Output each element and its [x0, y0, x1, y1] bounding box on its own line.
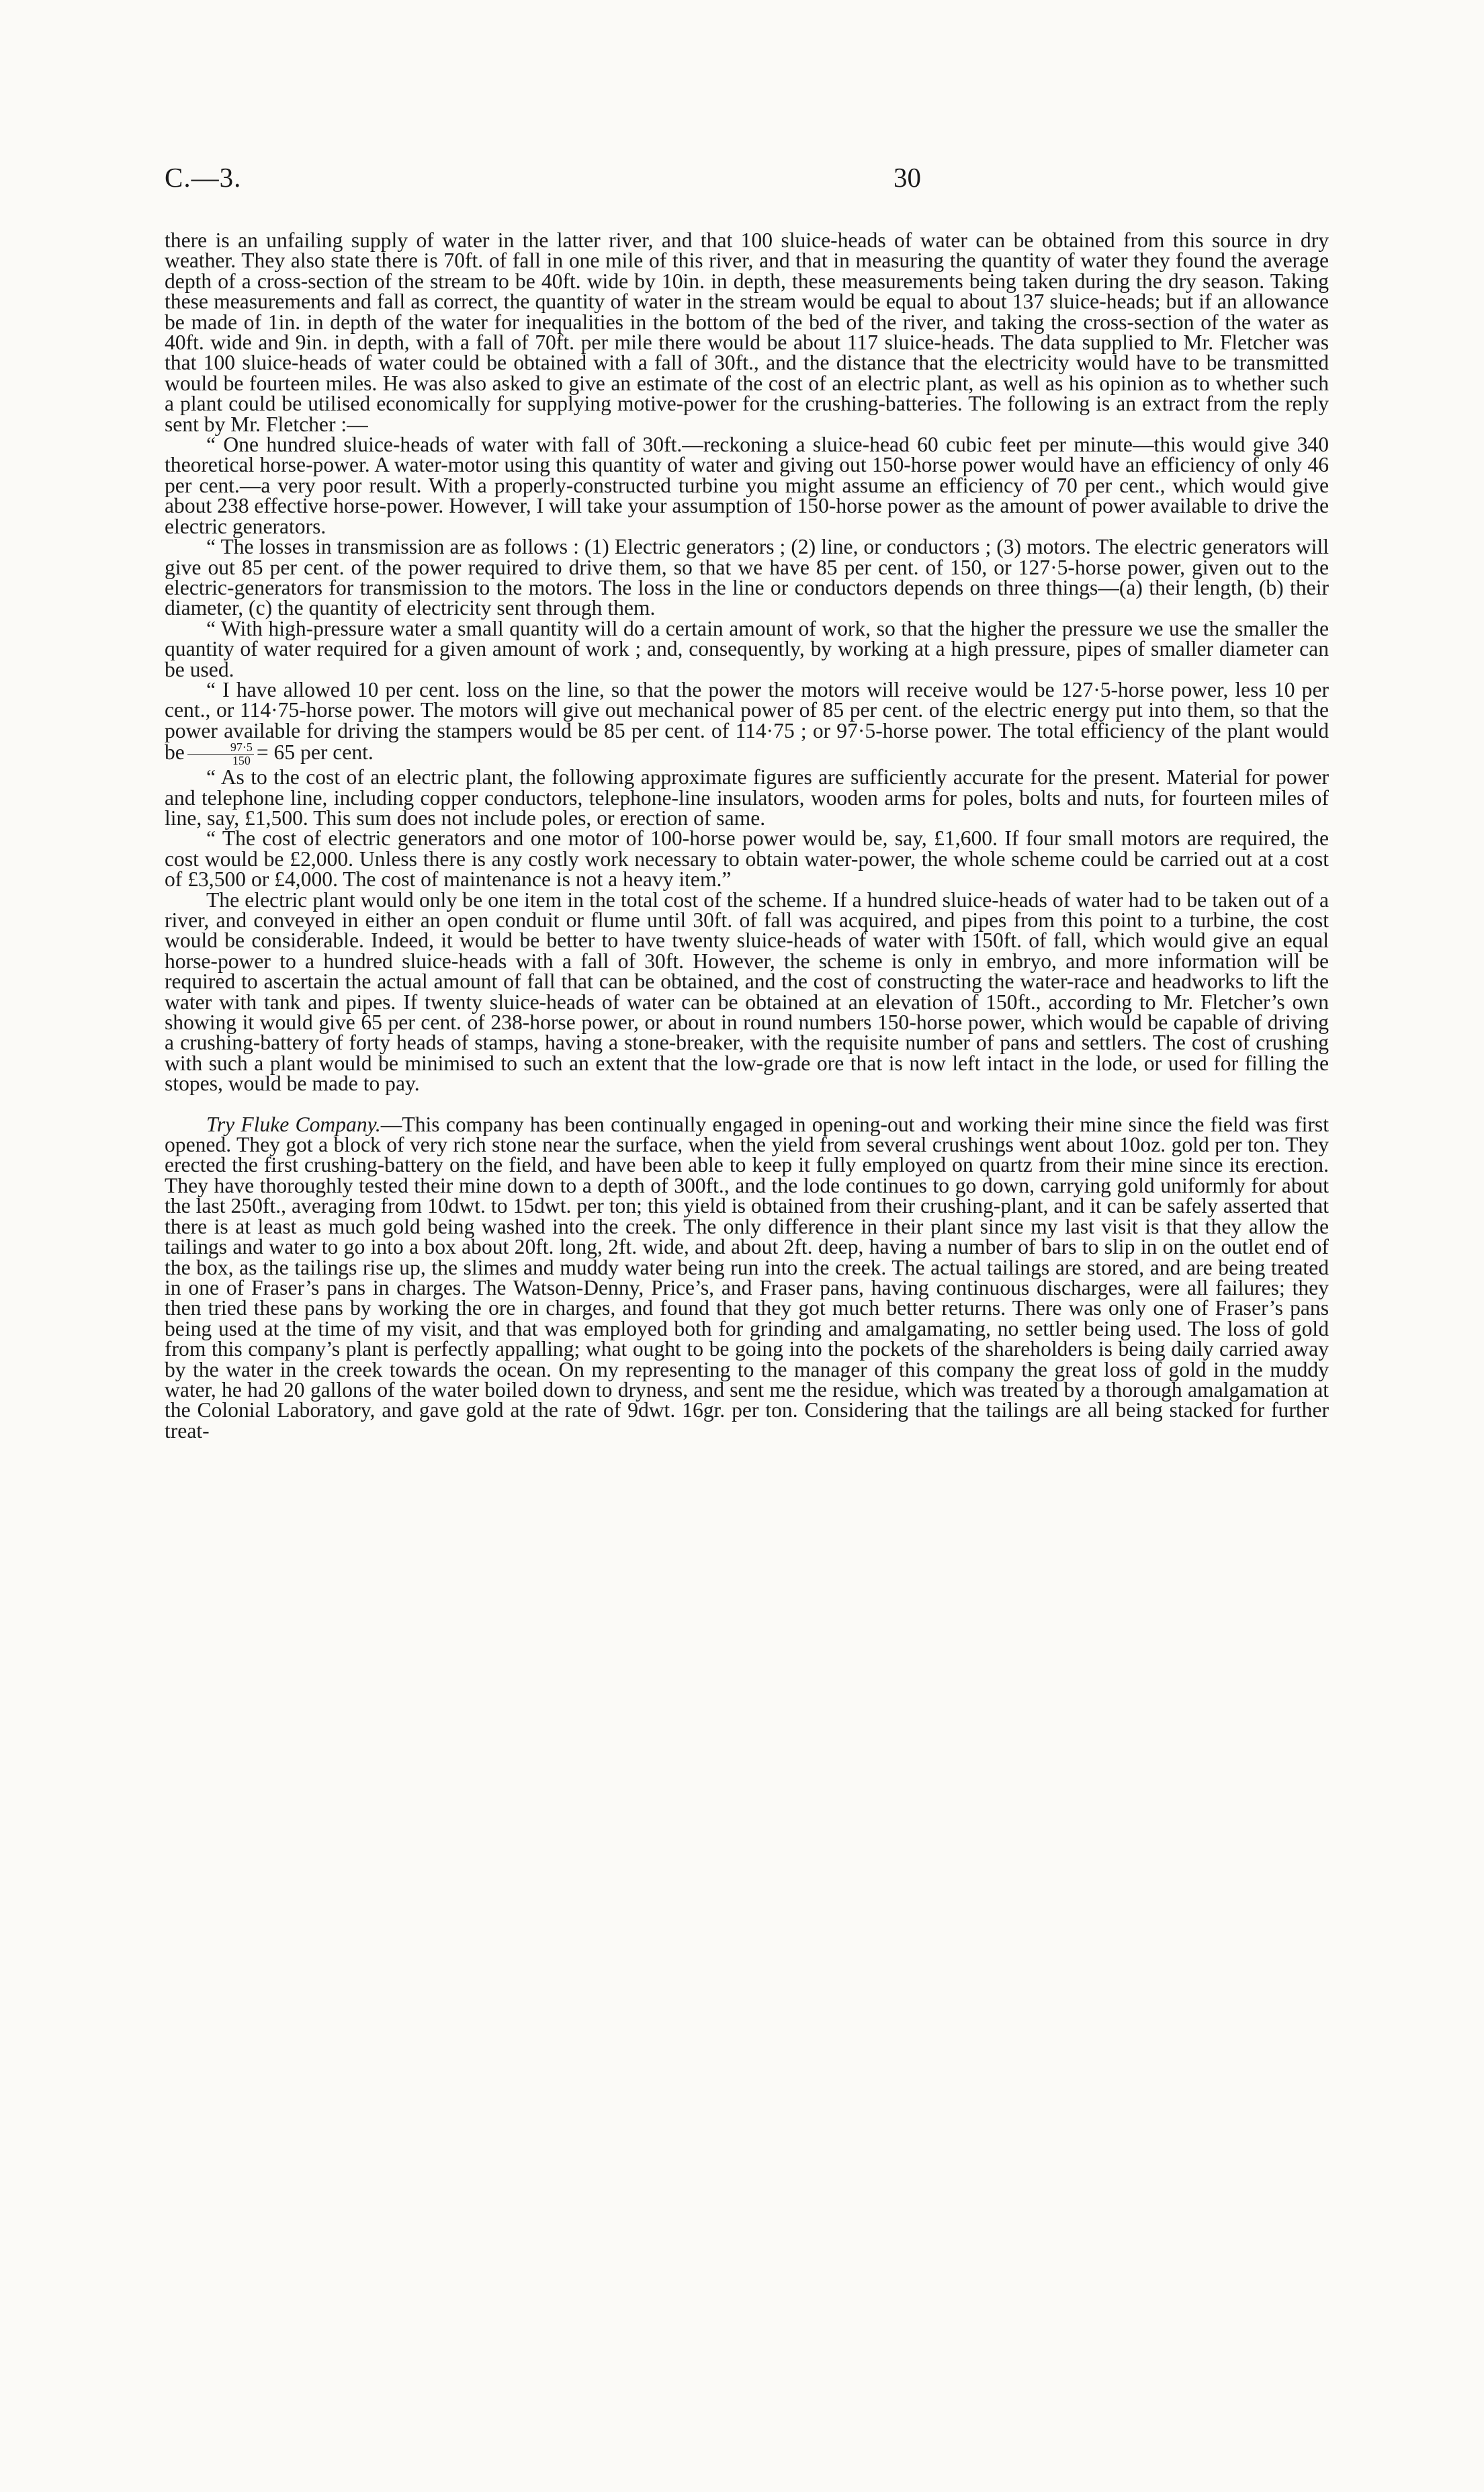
section-heading-try-fluke: Try Fluke Company. — [206, 1112, 381, 1136]
paragraph-scheme-cost: The electric plant would only be one item in the total cost of the scheme. If a hundred sluice-heads of water had to be taken out of a river, and conveyed in either an open conduit or flume until 30ft. of fall was acquired, and pipes from this point to a turbine, the cost would be considerable. Indeed, it would be better to have twenty sluice-heads of water with 150ft. of fall, which would give an equal horse-power to a hundred sluice-heads with a fall of 30ft. However, the scheme is only in embryo, and more information will be required to ascertain the actual amount of fall that can be obtained, and the cost of constructing the water-race and headworks to lift the water with tank and pipes. If twenty sluice-heads of water can be obtained at an elevation of 150ft., according to Mr. Fletcher’s own showing it would give 65 per cent. of 238-horse power, or about in round numbers 150-horse power, which would be capable of driving a crushing-battery of forty heads of stamps, having a stone-breaker, with the requisite number of pans and settlers. The cost of crushing with such a plant would be minimised to such an extent that the low-grade ore that is now left intact in the lode, or used for filling the stopes, would be made to pay. — [165, 888, 1329, 1096]
try-fluke-text: —This company has been continually engaged in opening-out and working their mine since the field was first opened. They got a block of very rich stone near the surface, when the yield from several crushings went about 10oz. gold per ton. They erected the first crushing-battery on the field, and have been able to keep it fully employed on quartz from their mine since its erection. They have thoroughly tested their mine down to a depth of 300ft., and the lode continues to go down, carrying gold uniformly for about the last 250ft., averaging from 10dwt. to 15dwt. per ton; this yield is obtained from their crushing-plant, and it can be safely asserted that there is at least as much gold being washed into the creek. The only difference in their plant since my last visit is that they allow the tailings and water to go into a box about 20ft. long, 2ft. wide, and about 2ft. deep, having a number of bars to slip in on the outlet end of the box, as the tailings rise up, the slimes and muddy water being run into the creek. The actual tailings are stored, and are being treated in one of Fraser’s pans in charges. The Watson-Denny, Price’s, and Fraser pans, having continuous discharges, were all failures; they then tried these pans by working the ore in charges, and found that they got much better returns. There was only one of Fraser’s pans being used at the time of my visit, and that was employed both for grinding and amalgamating, no settler being used. The loss of gold from this company’s plant is perfectly appalling; what ought to be going into the pockets of the shareholders is being daily carried away by the water in the creek towards the ocean. On my representing to the manager of this company the great loss of gold in the muddy water, he had 20 gallons of the water boiled down to dryness, and sent me the residue, which was treated by a thorough amalgamation at the Colonial Laboratory, and gave gold at the rate of 9dwt. 16gr. per ton. Considering that the tailings are all being stacked for further treat- — [165, 1112, 1329, 1443]
parliamentary-paper-reference: C.—3. — [165, 162, 242, 193]
page-number: 30 — [893, 162, 921, 193]
quote-paragraph-efficiency — [165, 677, 1329, 768]
quote-paragraph-generator-cost: “ The cost of electric generators and one motor of 100-horse power would be, say, £1,600. If four small motors are required, the cost would be £2,000. Unless there is any costly work necessary to obtain water-power, the whole scheme could be carried out at a cost of £3,500 or £4,000. The cost of maintenance is not a heavy item.” — [165, 826, 1329, 892]
quote-paragraph-plant-cost: “ As to the cost of an electric plant, the following approximate figures are sufficiently accurate for the present. Material for power and telephone line, including copper conductors, telephone-line insulators, wooden arms for poles, bolts and nuts, for fourteen miles of line, say, £1,500. This sum does not include poles, or erection of same. — [165, 765, 1329, 830]
paragraph-continuation: there is an unfailing supply of water in the latter river, and that 100 sluice-heads of water can be obtained from this source in dry weather. They also state there is 70ft. of fall in one mile of this river, and that in measuring the quantity of water they found the average depth of a cross-section of the stream to be 40ft. wide by 10in. in depth, these measurements being taken during the dry season. Taking these measurements and fall as correct, the quantity of water in the stream would be equal to about 137 sluice-heads; but if an allowance be made of 1in. in depth of the water for inequalities in the bottom of the bed of the river, and taking the cross-section of the water as 40ft. wide and 9in. in depth, with a fall of 70ft. per mile there would be about 117 sluice-heads. The data supplied to Mr. Fletcher was that 100 sluice-heads of water could be obtained with a fall of 30ft., and the distance that the electricity would have to be transmitted would be fourteen miles. He was also asked to give an estimate of the cost of an electric plant, as well as his opinion as to whether such a plant could be utilised economically for supplying motive-power for the crushing-batteries. The following is an extract from the reply sent by Mr. Fletcher :— — [165, 228, 1329, 436]
efficiency-result: = 65 per cent. — [256, 740, 374, 765]
fraction-numerator: 97·5 — [187, 741, 254, 755]
quote-paragraph-losses: “ The losses in transmission are as follows : (1) Electric generators ; (2) line, or conductors ; (3) motors. The electric generators will give out 85 per cent. of the power required to drive them, so that we have 85 per cent. of 150, or 127·5-horse power, given out to the electric-generators for transmission to the motors. The loss in the line or conductors depends on three things—(a) their length, (b) their diameter, (c) the quantity of electricity sent through them. — [165, 535, 1329, 620]
page-header — [165, 161, 1327, 195]
efficiency-text: “ I have allowed 10 per cent. loss on the line, so that the power the motors will receive would be 127·5-horse power, less 10 per cent., or 114·75-horse power. The motors will give out mechanical power of 85 per cent. of the electric energy put into them, so that the power available for driving the stampers would be 85 per cent. of 114·75 ; or 97·5-horse power. The total efficiency of the plant would be — [165, 677, 1329, 765]
paragraph-try-fluke-company — [165, 1112, 1329, 1443]
fraction-denominator: 150 — [232, 754, 251, 768]
body-text — [165, 230, 1329, 1441]
efficiency-fraction — [187, 741, 254, 767]
quote-paragraph-high-pressure: “ With high-pressure water a small quantity will do a certain amount of work, so that the higher the pressure we use the smaller the quantity of water required for a given amount of work ; and, consequently, by working at a high pressure, pipes of smaller diameter can be used. — [165, 616, 1329, 681]
quote-paragraph-sluice-heads: “ One hundred sluice-heads of water with fall of 30ft.—reckoning a sluice-head 60 cubic feet per minute—this would give 340 theoretical horse-power. A water-motor using this quantity of water and giving out 150-horse power would have an efficiency of only 46 per cent.—a very poor result. With a properly-constructed turbine you might assume an efficiency of 70 per cent., which would give about 238 effective horse-power. However, I will take your assumption of 150-horse power as the amount of power available to drive the electric generators. — [165, 433, 1329, 538]
